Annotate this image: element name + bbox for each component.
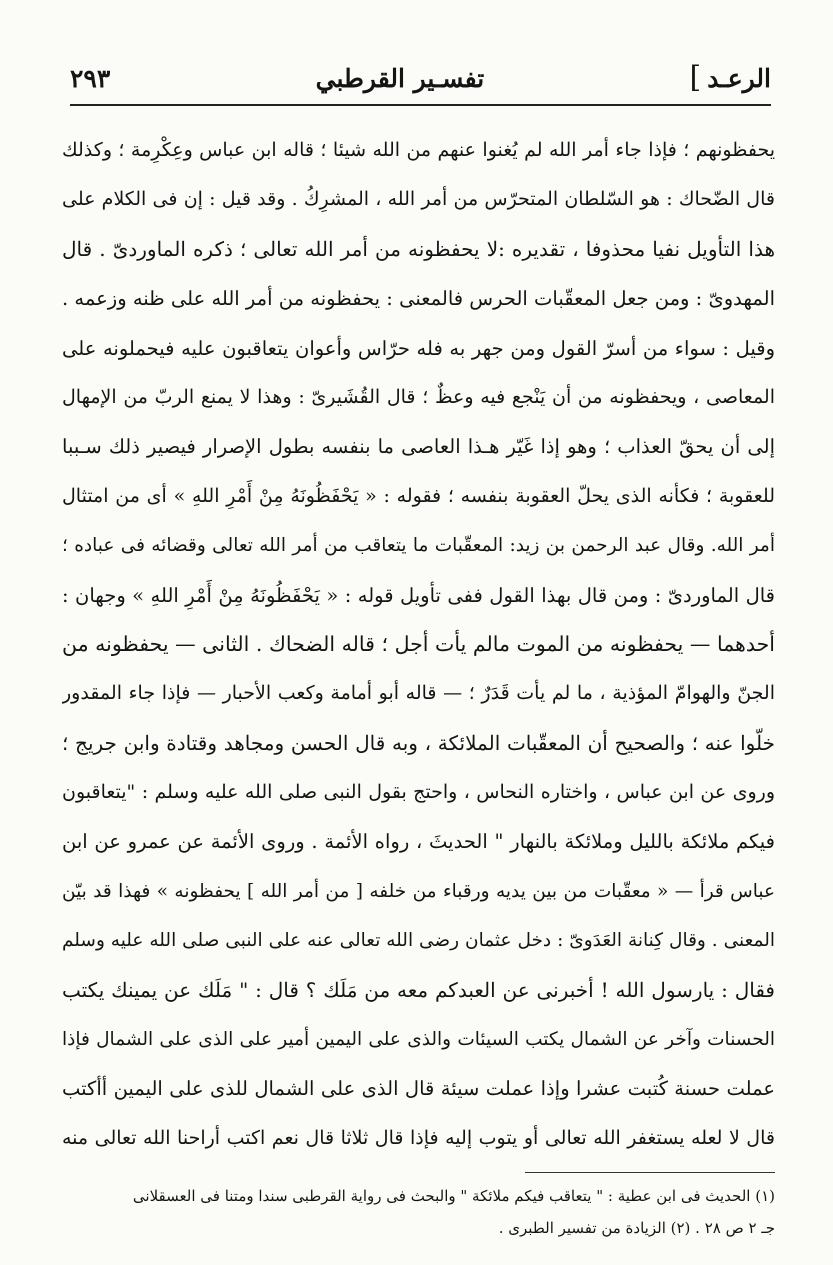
text-line: إلى أن يحقّ العذاب ؛ وهو إذا غَيّر هـذا العاصى ما بنفسه بطول الإصرار فيصير ذلك سـببا (62, 435, 775, 459)
text-line: وقيل : سواء من أسرّ القول ومن جهر به فله حرّاس وأعوان يتعاقبون عليه فيحملونه على (62, 336, 775, 360)
heading-bracket: ] (689, 60, 702, 95)
page-header (70, 58, 771, 98)
text-line: المهدوىّ : ومن جعل المعقّبات الحرس فالمعنى : يحفظونه من أمر الله على ظنه وزعمه . (62, 287, 775, 311)
text-line: يحفظونهم ؛ فإذا جاء أمر الله لم يُغنوا عنهم من الله شيئا ؛ قاله ابن عباس وعِكْرِمة ؛ وكذلك (62, 139, 775, 161)
body-text (62, 126, 775, 1163)
text-line: أمر الله. وقال عبد الرحمن بن زيد: المعقّبات ما يتعاقب من أمر الله تعالى وقضائه فى عباده ؛ (62, 535, 775, 557)
text-line: المعنى . وقال كِنانة العَدَوىّ : دخل عثمان رضى الله تعالى عنه على النبى صلى الله عليه وسلم (62, 930, 775, 952)
text-line: الجنّ والهوامّ المؤذية ، ما لم يأت قَدَرٌ ؛ — قاله أبو أمامة وكعب الأحبار — فإذا جاء المقدور (62, 682, 775, 705)
text-line: قال الضّحاك : هو السّلطان المتحرّس من أمر الله ، المشرِكُ . وقد قيل : إن فى الكلام على (62, 188, 775, 211)
text-line: للعقوبة ؛ فكأنه الذى يحلّ العقوبة بنفسه ؛ فقوله : « يَحْفَظُونَهُ مِنْ أَمْرِ اللهِ » أى من امتثال (62, 484, 775, 507)
text-line: وروى عن ابن عباس ، واختاره النحاس ، واحتج بقول النبى صلى الله عليه وسلم : "يتعاقبون (62, 781, 775, 804)
text-line: فقال : يارسول الله ! أخبرنى عن العبدكم معه من مَلَك ؟ قال : " مَلَك عن يمينك يكتب (62, 977, 775, 1002)
footnote-line: (١) الحديث فى ابن عطية : " يتعاقب فيكم ملائكة " والبحث فى رواية القرطبى سندا ومتنا فى العسقلانى (132, 1187, 775, 1205)
text-line: فيكم ملائكة بالليل وملائكة بالنهار " الحديثَ ، رواه الأئمة . وروى الأئمة عن عمرو عن ابن (62, 830, 775, 854)
header-divider (70, 104, 771, 106)
footnote-line: جـ ٢ ص ٢٨ . (٢) الزيادة من تفسير الطبرى . (498, 1219, 775, 1237)
footnote-divider (525, 1172, 775, 1173)
text-line: قال الماوردىّ : ومن قال بهذا القول ففى تأويل قوله : « يَحْفَظُونَهُ مِنْ أَمْرِ اللهِ » وجهان : (62, 583, 775, 607)
text-line: قال لا لعله يستغفر الله تعالى أو يتوب إليه فإذا قال ثلاثا قال نعم اكتب أراحنا الله تعالى منه (62, 1126, 775, 1149)
text-line: خلّوا عنه ؛ والصحيح أن المعقّبات الملائكة ، وبه قال الحسن ومجاهد وقتادة وابن جريج ؛ (62, 730, 775, 755)
surah-heading (689, 60, 771, 95)
text-line: أحدهما — يحفظونه من الموت مالم يأت أجل ؛ قاله الضحاك . الثانى — يحفظونه من (62, 631, 775, 656)
surah-name: الرعـد (707, 63, 771, 93)
book-title: تفسـير القرطبي (315, 63, 485, 93)
text-line: عباس قرأ — « معقّبات من بين يديه ورقباء من خلفه [ من أمر الله ] يحفظونه » فهذا قد بيّن (62, 880, 775, 902)
text-line: عملت حسنة كُتبت عشرا وإذا عملت سيئة قال الذى على الشمال للذى على اليمين أأكتب (62, 1077, 775, 1101)
text-line: الحسنات وآخر عن الشمال يكتب السيئات والذى على اليمين أمير على الذى على الشمال فإذا (62, 1029, 775, 1051)
page-number: ٢٩٣ (70, 63, 111, 93)
text-line: المعاصى ، ويحفظونه من أن يَنْجع فيه وعظٌ ؛ قال القُشَيرىّ : وهذا لا يمنع الربّ من الإمهال (62, 385, 775, 408)
text-line: هذا التأويل نفيا محذوفا ، تقديره :لا يحفظونه من أمر الله تعالى ؛ ذكره الماوردىّ . قال (62, 236, 775, 261)
footnotes (58, 1180, 775, 1244)
